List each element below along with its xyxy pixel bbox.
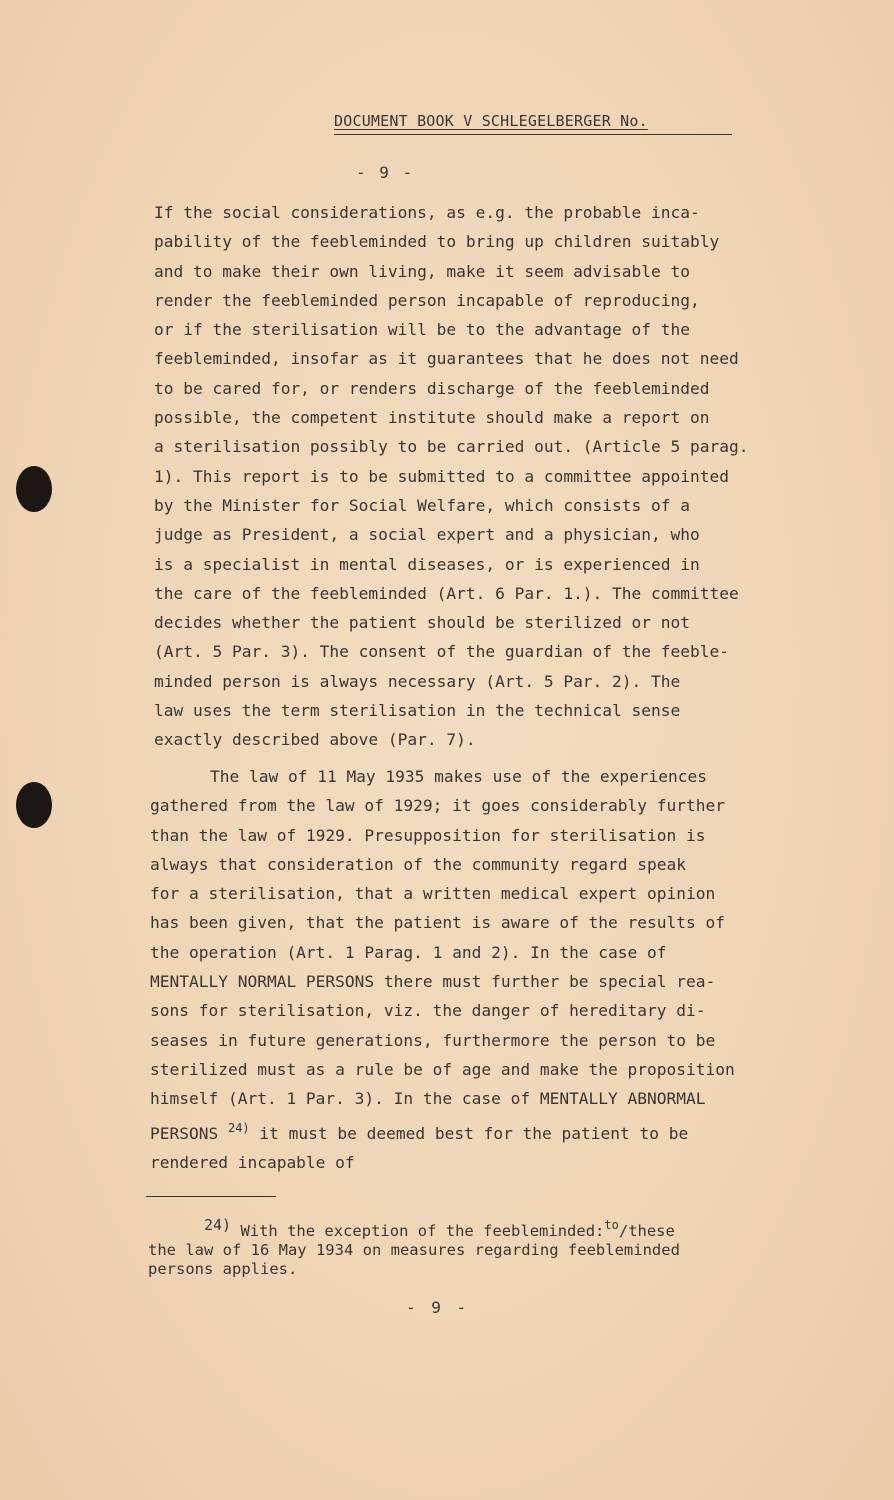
text-line: seases in future generations, furthermore the person to be bbox=[150, 1030, 716, 1050]
text-fragment: PERSONS bbox=[150, 1123, 219, 1143]
text-line: law uses the term sterilisation in the technical sense bbox=[154, 701, 681, 721]
footnote bbox=[148, 1216, 848, 1279]
header-underline bbox=[334, 134, 732, 135]
punch-hole-top bbox=[16, 466, 52, 512]
text-line: (Art. 5 Par. 3). The consent of the guardian of the feeble- bbox=[154, 642, 729, 662]
text-line: decides whether the patient should be sterilized or not bbox=[154, 613, 691, 633]
text-line: judge as President, a social expert and a physician, who bbox=[154, 525, 700, 545]
footnote-text: these bbox=[628, 1222, 675, 1240]
text-line: himself (Art. 1 Par. 3). In the case of MENTALLY ABNORMAL bbox=[150, 1089, 706, 1109]
document-header: DOCUMENT BOOK V SCHLEGELBERGER No. bbox=[334, 112, 648, 130]
footnote-text: With the exception of the feebleminded: bbox=[240, 1222, 605, 1240]
text-line: gathered from the law of 1929; it goes considerably further bbox=[150, 796, 725, 816]
text-line: sterilized must as a rule be of age and make the proposition bbox=[150, 1059, 735, 1079]
paragraph-1 bbox=[154, 198, 866, 755]
text-line: always that consideration of the community regard speak bbox=[150, 854, 687, 874]
text-line: the care of the feebleminded (Art. 6 Par. 1.). The committee bbox=[154, 583, 739, 603]
text-line: or if the sterilisation will be to the advantage of the bbox=[154, 320, 691, 340]
paragraph-2 bbox=[150, 762, 862, 1177]
text-line: possible, the competent institute should make a report on bbox=[154, 408, 710, 428]
text-line: pability of the feebleminded to bring up children suitably bbox=[154, 232, 720, 252]
footnote-marker: 24) bbox=[204, 1216, 232, 1234]
text-line: The law of 11 May 1935 makes use of the experiences bbox=[210, 767, 708, 786]
footnote-divider bbox=[146, 1196, 276, 1197]
page-number-top: - 9 - bbox=[356, 163, 415, 182]
text-line: a sterilisation possibly to be carried out. (Article 5 parag. bbox=[154, 437, 749, 457]
text-line: the operation (Art. 1 Parag. 1 and 2). In the case of bbox=[150, 942, 667, 962]
text-line: to be cared for, or renders discharge of the feebleminded bbox=[154, 378, 710, 398]
text-line: by the Minister for Social Welfare, which consists of a bbox=[154, 495, 691, 515]
handwritten-insertion: to bbox=[604, 1218, 619, 1232]
punch-hole-bottom bbox=[16, 782, 52, 828]
page-number-bottom: - 9 - bbox=[406, 1298, 470, 1317]
footnote-line: the law of 16 May 1934 on measures regarding feebleminded bbox=[148, 1241, 680, 1259]
text-line: MENTALLY NORMAL PERSONS there must further be special rea- bbox=[150, 972, 716, 992]
text-line: If the social considerations, as e.g. the probable inca- bbox=[154, 203, 700, 222]
text-line: feebleminded, insofar as it guarantees that he does not need bbox=[154, 349, 739, 369]
text-line: for a sterilisation, that a written medical expert opinion bbox=[150, 884, 716, 904]
text-line: sons for sterilisation, viz. the danger of hereditary di- bbox=[150, 1001, 706, 1021]
text-line: is a specialist in mental diseases, or is experienced in bbox=[154, 554, 700, 574]
text-fragment: it must be deemed best for the patient to be bbox=[259, 1123, 689, 1143]
footnote-line: 24) With the exception of the feebleminded:$^{to}$/these bbox=[148, 1216, 848, 1241]
text-line: and to make their own living, make it seem advisable to bbox=[154, 261, 691, 281]
text-line-with-footnote-ref bbox=[150, 1114, 862, 1148]
text-line: than the law of 1929. Presupposition for sterilisation is bbox=[150, 825, 706, 845]
text-line: rendered incapable of bbox=[150, 1152, 355, 1172]
footnote-line: persons applies. bbox=[148, 1260, 298, 1278]
text-line: render the feebleminded person incapable of reproducing, bbox=[154, 290, 700, 310]
text-line: has been given, that the patient is aware of the results of bbox=[150, 913, 725, 933]
text-line: minded person is always necessary (Art. 5 Par. 2). The bbox=[154, 671, 681, 691]
text-line: 1). This report is to be submitted to a committee appointed bbox=[154, 466, 729, 486]
footnote-reference: 24) bbox=[227, 1120, 250, 1135]
text-line: exactly described above (Par. 7). bbox=[154, 730, 476, 750]
